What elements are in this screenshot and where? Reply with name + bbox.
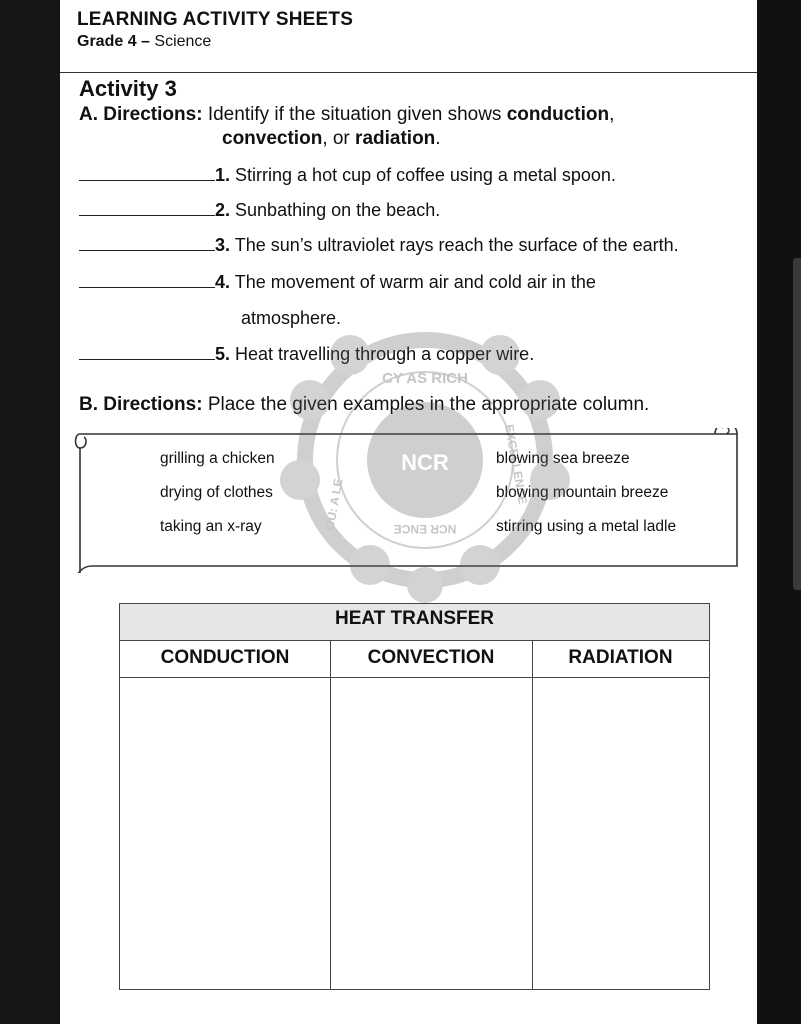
question-item [79, 164, 616, 188]
worksheet-page [60, 0, 757, 1024]
question-number: 5. [215, 344, 231, 364]
question-text: Stirring a hot cup of coffee using a metal spoon. [235, 165, 616, 185]
left-dark-margin [0, 0, 60, 1024]
question-text-continuation: atmosphere. [241, 308, 342, 328]
punct-comma: , [609, 104, 615, 125]
column-header-radiation: RADIATION [532, 640, 709, 678]
grade-subject [77, 33, 211, 51]
answer-cell-conduction[interactable] [120, 678, 330, 989]
answer-cell-convection[interactable] [331, 678, 531, 989]
directions-a-line2 [222, 128, 441, 150]
example-item: drying of clothes [160, 484, 273, 501]
question-text: The movement of warm air and cold air in the [234, 272, 596, 292]
answer-blank[interactable] [79, 234, 215, 251]
example-item: blowing sea breeze [496, 450, 630, 467]
directions-b [79, 394, 649, 416]
answer-blank[interactable] [79, 343, 215, 360]
side-scroll-handle[interactable] [793, 258, 801, 590]
question-text: Heat travelling through a copper wire. [235, 344, 535, 364]
column-header-conduction: CONDUCTION [120, 640, 330, 678]
heat-transfer-table [119, 603, 710, 990]
watermark-side-left: OU: A LE [322, 477, 346, 532]
question-text: The sun’s ultraviolet rays reach the surface of the earth. [234, 235, 679, 255]
question-number: 1. [215, 165, 231, 185]
keyword-conduction: conduction [506, 104, 610, 125]
header-divider [60, 72, 757, 73]
directions-a-text: Identify if the situation given shows [207, 104, 502, 125]
question-item [79, 343, 534, 367]
watermark-arc-text: CY AS RICH [382, 370, 468, 387]
subject-label: Science [154, 33, 212, 50]
text-or: , or [322, 128, 350, 149]
question-item [79, 234, 679, 258]
answer-blank[interactable] [79, 199, 215, 216]
example-item: blowing mountain breeze [496, 484, 669, 501]
watermark-side-right: EXCELLENCE [502, 423, 530, 506]
activity-title: Activity 3 [79, 76, 177, 101]
question-item [79, 271, 596, 295]
example-item: grilling a chicken [160, 450, 275, 467]
directions-a-line1 [79, 104, 614, 126]
answer-blank[interactable] [79, 164, 215, 181]
example-item: taking an x-ray [160, 518, 262, 535]
question-number: 3. [215, 235, 231, 255]
answer-blank[interactable] [79, 271, 215, 288]
question-text: Sunbathing on the beach. [235, 200, 441, 220]
keyword-radiation: radiation [355, 128, 436, 149]
directions-a-label: A. Directions: [79, 104, 203, 125]
examples-scroll-box [72, 428, 739, 566]
watermark-bottom-text: NCR ENCE [393, 522, 457, 536]
directions-b-text: Place the given examples in the appropriate column. [207, 394, 650, 415]
table-title: HEAT TRANSFER [120, 604, 709, 641]
example-item: stirring using a metal ladle [496, 518, 677, 535]
directions-b-label: B. Directions: [79, 394, 203, 415]
sheet-title: LEARNING ACTIVITY SHEETS [77, 9, 354, 30]
punct-period: . [435, 128, 441, 149]
question-number: 4. [215, 272, 231, 292]
grade-label: Grade 4 – [77, 33, 150, 50]
answer-cell-radiation[interactable] [533, 678, 709, 989]
question-number: 2. [215, 200, 231, 220]
keyword-convection: convection [222, 128, 323, 149]
watermark-center-text: NCR [401, 450, 449, 475]
question-item [79, 199, 440, 223]
column-header-convection: CONVECTION [330, 640, 532, 678]
